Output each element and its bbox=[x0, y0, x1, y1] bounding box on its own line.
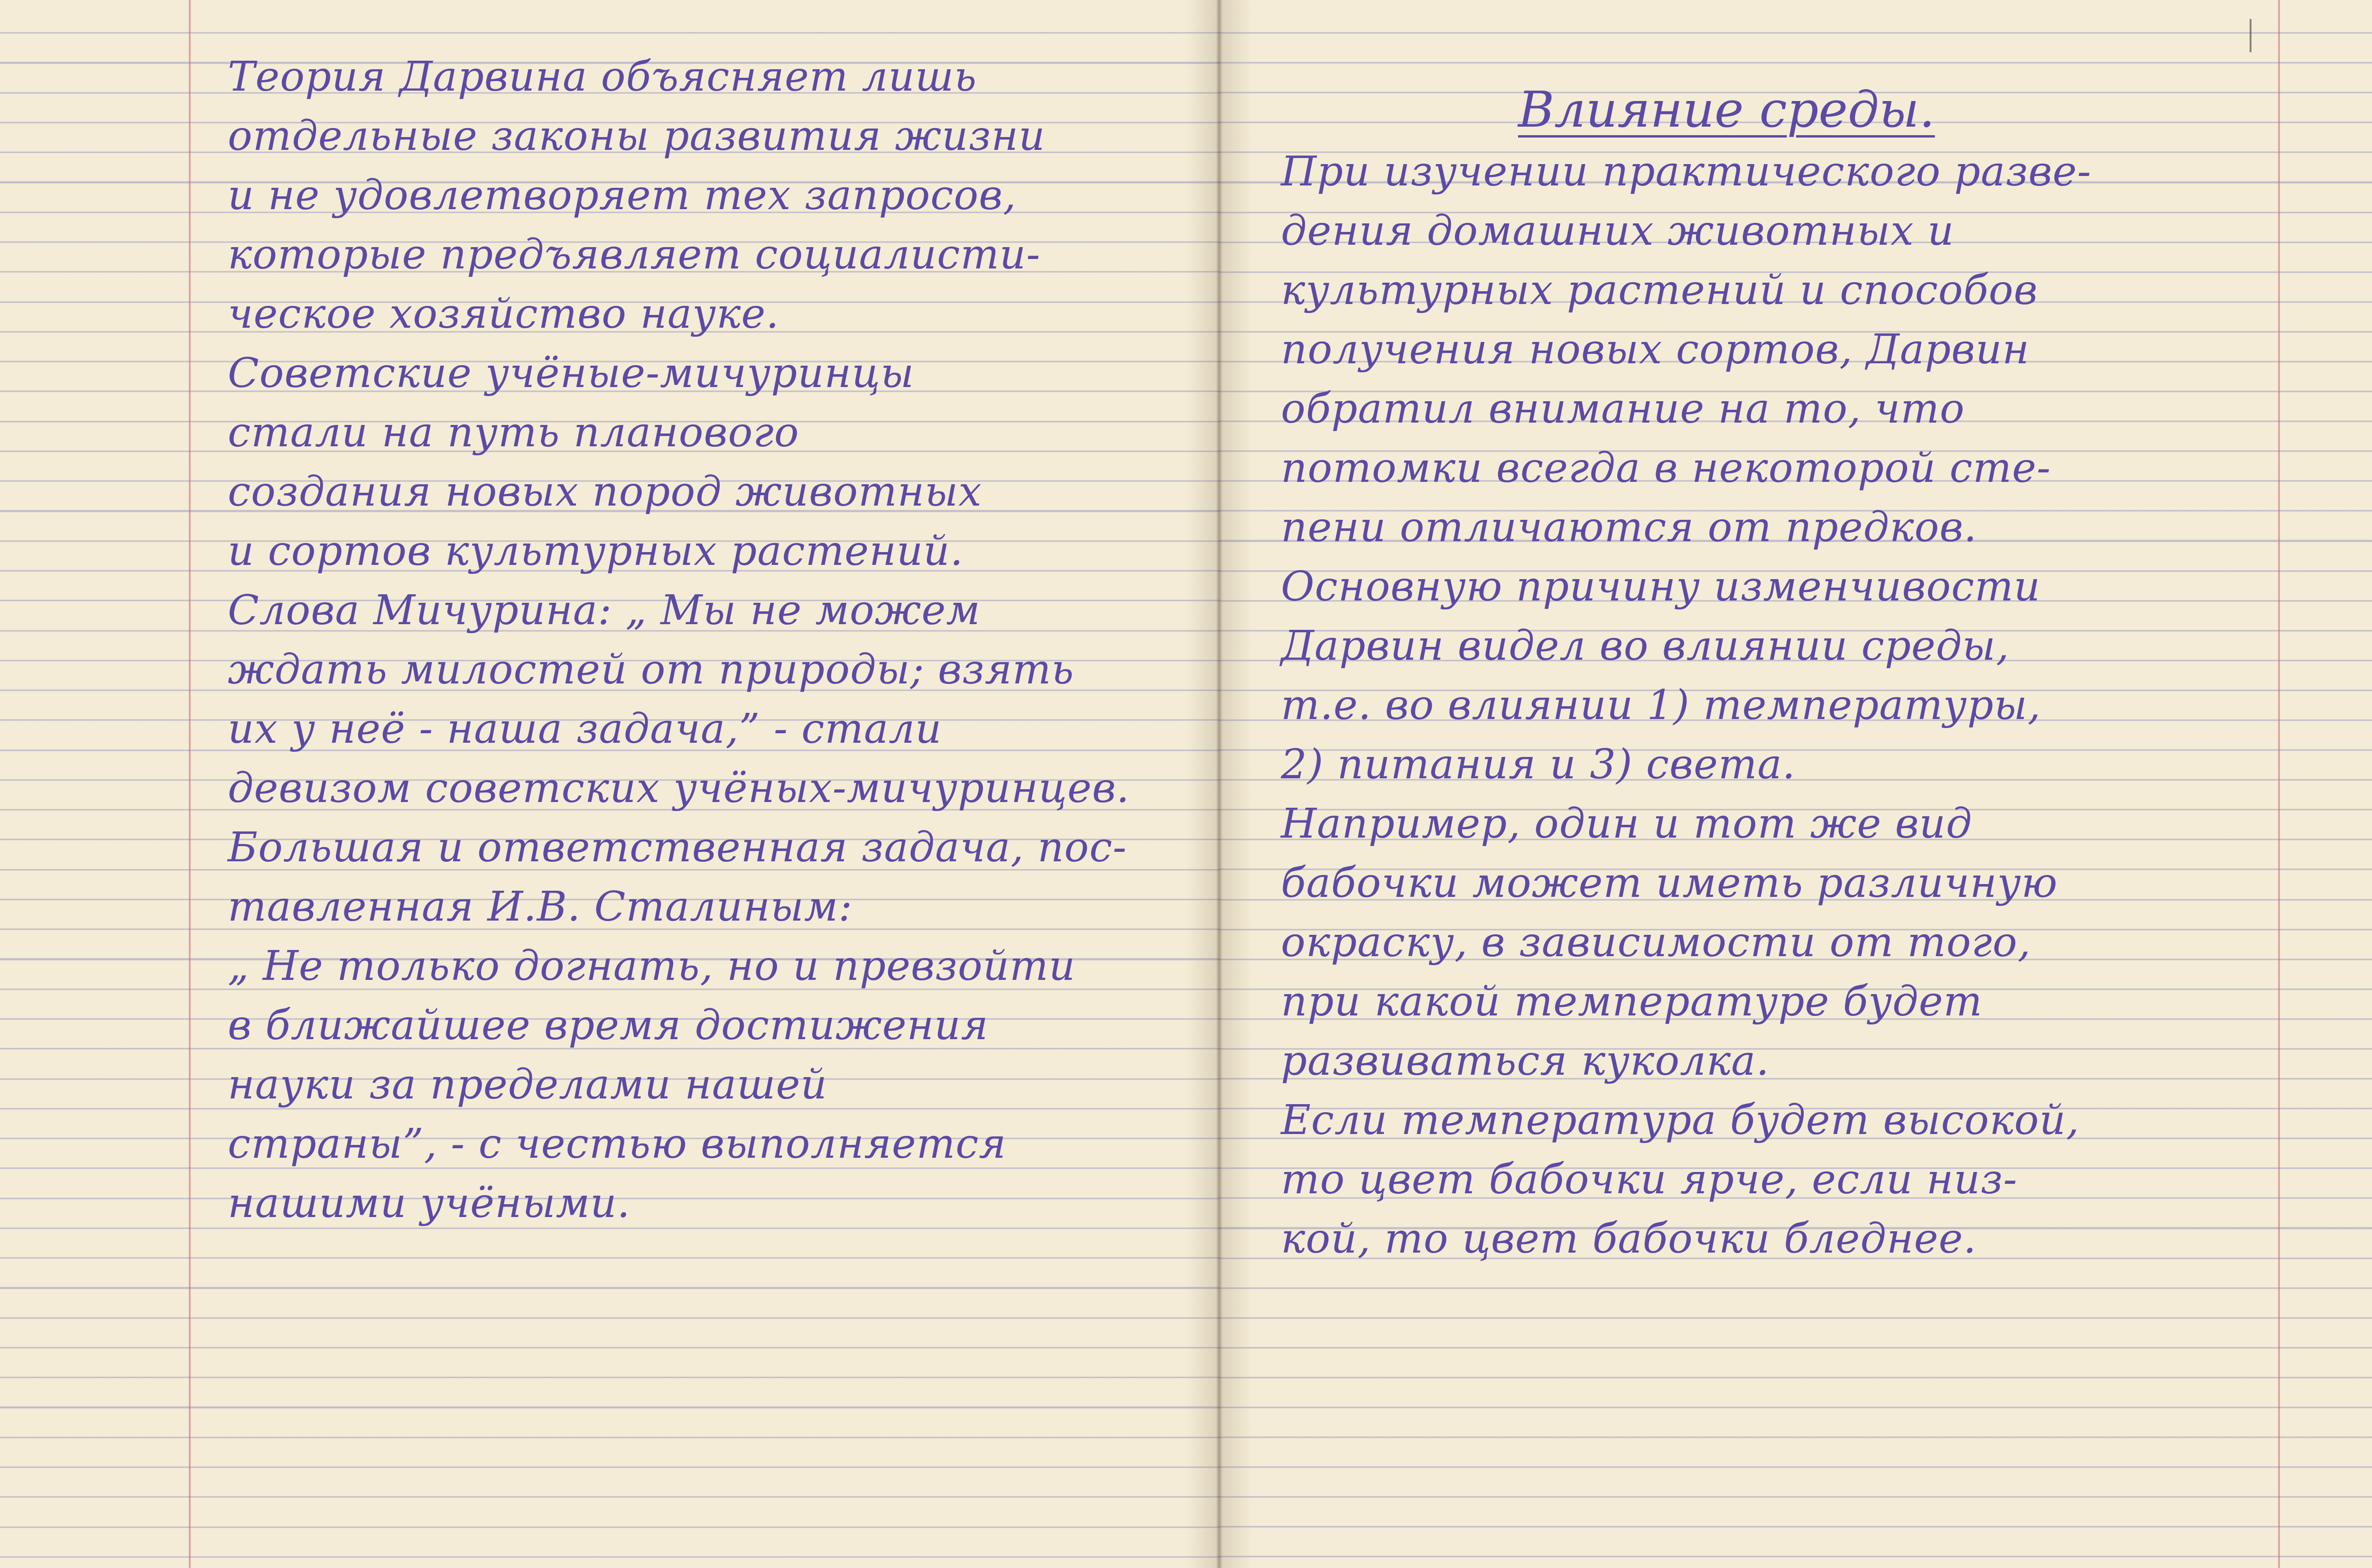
text-line: Если температура будет высокой, bbox=[1281, 1097, 2080, 1144]
text-line: и сортов культурных растений. bbox=[228, 527, 964, 575]
text-line: „ Не только догнать, но и превзойти bbox=[228, 942, 1076, 990]
text-line: кой, то цвет бабочки бледнее. bbox=[1281, 1215, 1977, 1263]
text-line: отдельные законы развития жизни bbox=[228, 112, 1046, 160]
text-line: Слова Мичурина: „ Мы не можем bbox=[228, 587, 981, 634]
text-line: Теория Дарвина объясняет лишь bbox=[228, 53, 977, 101]
text-line: то цвет бабочки ярче, если низ- bbox=[1281, 1156, 2018, 1203]
text-line: и не удовлетворяет тех запросов, bbox=[228, 172, 1017, 219]
text-line: создания новых пород животных bbox=[228, 468, 982, 516]
text-line: Например, один и тот же вид bbox=[1281, 800, 1973, 848]
left-margin-line bbox=[189, 0, 191, 1568]
right-page-text bbox=[1281, 142, 2230, 1269]
text-line: науки за пределами нашей bbox=[228, 1061, 827, 1108]
text-line: 2) питания и 3) света. bbox=[1281, 741, 1796, 788]
text-line: страны”, - с честью выполняется bbox=[228, 1120, 1007, 1168]
text-line: нашими учёными. bbox=[228, 1180, 630, 1227]
text-line: их у неё - наша задача,” - стали bbox=[228, 705, 942, 753]
text-line: в ближайшее время достижения bbox=[228, 1002, 989, 1049]
text-line: пени отличаются от предков. bbox=[1281, 504, 1977, 551]
text-line: Советские учёные-мичуринцы bbox=[228, 350, 915, 397]
text-line: которые предъявляет социалисти- bbox=[228, 231, 1041, 278]
text-line: девизом советских учёных-мичуринцев. bbox=[228, 765, 1130, 812]
text-line: ждать милостей от природы; взять bbox=[228, 646, 1075, 693]
pencil-tick-mark bbox=[2250, 19, 2252, 52]
text-line: окраску, в зависимости от того, bbox=[1281, 919, 2031, 966]
book-gutter bbox=[1186, 0, 1252, 1568]
text-line: при какой температуре будет bbox=[1281, 978, 1983, 1025]
text-line: культурных растений и способов bbox=[1281, 267, 2038, 314]
text-line: Большая и ответственная задача, пос- bbox=[228, 824, 1127, 871]
right-margin-line bbox=[2278, 0, 2280, 1568]
text-line: бабочки может иметь различную bbox=[1281, 859, 2058, 907]
text-line: потомки всегда в некоторой сте- bbox=[1281, 444, 2051, 492]
text-line: дения домашних животных и bbox=[1281, 207, 1955, 255]
left-page-text bbox=[228, 47, 1167, 1233]
text-line: т.е. во влиянии 1) температуры, bbox=[1281, 682, 2041, 729]
text-line: Дарвин видел во влиянии среды, bbox=[1281, 622, 2010, 670]
page-title: Влияние среды. bbox=[1518, 81, 1935, 138]
text-line: стали на путь планового bbox=[228, 409, 799, 456]
text-line: тавленная И.В. Сталиным: bbox=[228, 883, 853, 931]
text-line: ческое хозяйство науке. bbox=[228, 290, 779, 338]
text-line: При изучении практического разве- bbox=[1281, 148, 2092, 195]
text-line: Основную причину изменчивости bbox=[1281, 563, 2041, 610]
text-line: получения новых сортов, Дарвин bbox=[1281, 326, 2030, 373]
text-line: развиваться куколка. bbox=[1281, 1037, 1770, 1085]
text-line: обратил внимание на то, что bbox=[1281, 385, 1965, 433]
